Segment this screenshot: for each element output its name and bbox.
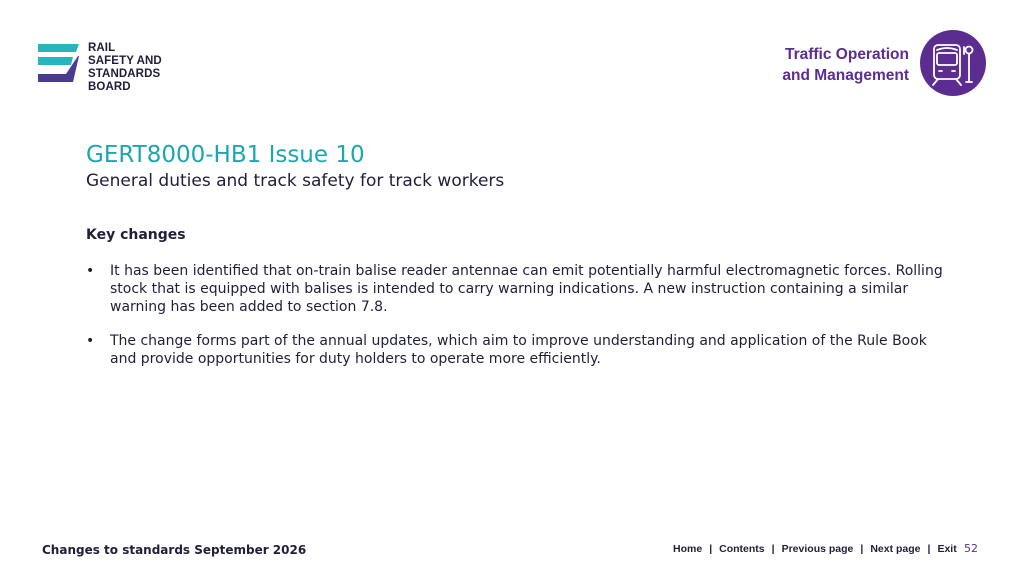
bullet-icon: • <box>86 333 95 349</box>
list-item-text: The change forms part of the annual updates, which aim to improve understanding and application of the Rule Book and provide opportunities for duty holders to operate more efficiently. <box>110 333 927 367</box>
nav-separator: | <box>771 543 775 555</box>
key-changes-heading: Key changes <box>86 227 186 243</box>
logo-line: BOARD <box>88 81 131 93</box>
previous-page-link[interactable]: Previous page <box>781 543 854 555</box>
rssb-logo <box>38 44 162 94</box>
next-page-link[interactable]: Next page <box>870 543 921 555</box>
category-badge <box>920 30 986 96</box>
logo-line: RAIL <box>88 42 116 54</box>
category-line: Traffic Operation <box>784 46 909 63</box>
category-label <box>782 44 909 86</box>
footer-navigation <box>673 543 957 555</box>
nav-separator: | <box>709 543 713 555</box>
nav-separator: | <box>927 543 931 555</box>
list-item <box>86 332 946 368</box>
exit-link[interactable]: Exit <box>937 543 957 555</box>
bullet-icon: • <box>86 263 95 279</box>
train-front-and-signal-icon <box>920 30 986 96</box>
document-title: GERT8000-HB1 Issue 10 <box>86 142 365 168</box>
list-item-text: It has been identified that on-train balise reader antennae can emit potentially harmful electromagnetic forces. Rolling stock that is equipped with balises is intended to carry warning indications. A new instruction containing a similar warning has been added to section 7.8. <box>110 263 943 315</box>
contents-link[interactable]: Contents <box>719 543 765 555</box>
logo-line: SAFETY AND <box>88 55 162 67</box>
page-number: 52 <box>964 542 978 555</box>
rssb-logo-mark-icon <box>38 44 80 84</box>
publication-label: Changes to standards September 2026 <box>42 543 307 557</box>
home-link[interactable]: Home <box>673 543 703 555</box>
nav-separator: | <box>860 543 864 555</box>
document-subtitle: General duties and track safety for track workers <box>86 171 505 191</box>
logo-line: STANDARDS <box>88 68 161 80</box>
category-line: and Management <box>782 67 909 84</box>
logo-wordmark <box>88 42 162 94</box>
key-changes-list <box>86 262 946 384</box>
list-item <box>86 262 946 316</box>
